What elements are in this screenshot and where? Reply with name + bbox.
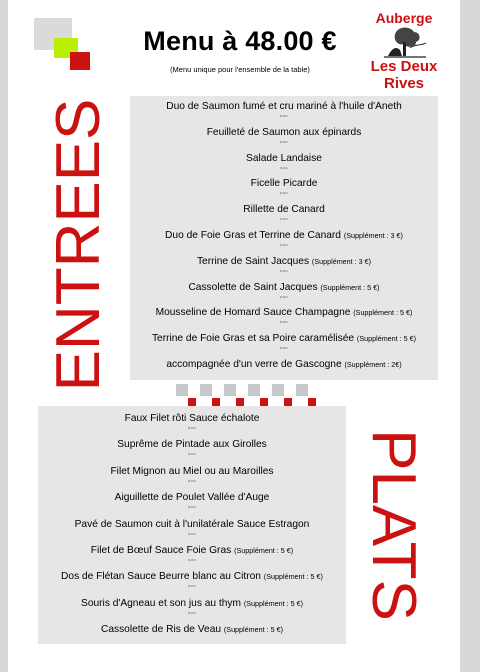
menu-item [130, 229, 438, 255]
dish-separator: ooo [279, 319, 289, 325]
menu-item [38, 544, 346, 570]
dish-name: Rillette de Canard [243, 204, 325, 216]
dish-name: Souris d'Agneau et son jus au thym [81, 597, 241, 609]
divider-square [284, 398, 292, 406]
dish-name: Suprême de Pintade aux Girolles [117, 439, 267, 451]
dish-name: Terrine de Foie Gras et sa Poire caramélisée [151, 333, 355, 345]
left-margin [0, 0, 8, 672]
menu-item [38, 438, 346, 464]
dish-name: Filet de Bœuf Sauce Foie Gras [90, 544, 232, 556]
menu-item [38, 412, 346, 438]
dish-separator: ooo [187, 556, 197, 562]
menu-item [130, 203, 438, 229]
dish-name: Mousseline de Homard Sauce Champagne [155, 307, 351, 319]
menu-item [38, 518, 346, 544]
dish-name: Aiguillette de Poulet Vallée d'Auge [114, 492, 270, 504]
dish-name: Duo de Foie Gras et Terrine de Canard [165, 229, 341, 241]
menu-item [38, 597, 346, 623]
plats-heading [358, 430, 428, 620]
decor-square-red [70, 52, 90, 70]
dish-separator: ooo [187, 530, 197, 536]
divider-square [260, 398, 268, 406]
menu-item [130, 306, 438, 332]
supplement-price: (Supplément : 5 €) [223, 625, 284, 635]
dish-separator: ooo [279, 241, 289, 247]
divider-square [212, 398, 220, 406]
dish-separator: ooo [279, 190, 289, 196]
divider-square [224, 384, 236, 396]
dish-name: Faux Filet rôti Sauce échalote [124, 413, 260, 424]
menu-item [130, 281, 438, 307]
dish-name: Filet Mignon au Miel ou au Maroilles [110, 465, 274, 477]
menu-item [130, 255, 438, 281]
logo-line-1: Auberge [375, 10, 433, 26]
menu-item [130, 126, 438, 152]
entrees-heading [44, 98, 114, 392]
menu-item [130, 332, 438, 358]
entrees-list [130, 100, 438, 384]
supplement-price: (Supplément : 3 €) [343, 230, 403, 240]
divider-square [272, 384, 284, 396]
dish-separator: ooo [279, 216, 289, 222]
dish-separator: ooo [187, 609, 197, 615]
dish-name: Duo de Saumon fumé et cru mariné à l'huile d'Aneth [166, 101, 402, 112]
entrees-heading-text: ENTREES [44, 98, 113, 392]
logo-line-2: Les Deux Rives [370, 58, 438, 92]
divider-square [176, 384, 188, 396]
dish-name: Dos de Flétan Sauce Beurre blanc au Citron [61, 571, 261, 583]
menu-item [130, 100, 438, 126]
menu-item [130, 152, 438, 178]
divider-square [296, 384, 308, 396]
supplement-price: (Supplément : 5 €) [243, 598, 303, 608]
divider-square [308, 398, 316, 406]
plats-list [38, 412, 346, 650]
plats-panel [38, 406, 346, 644]
menu-subtitle: (Menu unique pour l'ensemble de la table) [170, 65, 310, 74]
dish-name: accompagnée d'un verre de Gascogne [166, 358, 342, 370]
dish-name: Salade Landaise [246, 152, 322, 164]
right-margin [460, 0, 480, 672]
dish-separator: ooo [279, 113, 289, 118]
dish-name: Cassolette de Ris de Veau [100, 624, 222, 636]
restaurant-logo [352, 10, 456, 92]
menu-title: Menu à 48.00 € [143, 26, 337, 56]
dish-name: Cassolette de Saint Jacques [188, 281, 318, 293]
supplement-price: (Supplément : 5 €) [263, 572, 323, 582]
supplement-price: (Supplément : 5 €) [320, 282, 380, 292]
divider-square [248, 384, 260, 396]
supplement-price: (Supplément : 3 €) [311, 256, 372, 266]
entrees-panel [130, 96, 438, 380]
divider-square [200, 384, 212, 396]
divider-square [188, 398, 196, 406]
dish-name: Pavé de Saumon cuit à l'unilatérale Sauce Estragon [74, 518, 310, 530]
supplement-price: (Supplément : 5 €) [353, 308, 413, 318]
dish-separator: ooo [279, 138, 289, 144]
dish-separator: ooo [187, 425, 197, 430]
menu-item [38, 623, 346, 649]
supplement-price: (Supplément : 2€) [344, 359, 402, 369]
dish-separator: ooo [279, 293, 289, 299]
dish-name: Feuilleté de Saumon aux épinards [206, 126, 362, 138]
dish-name: Ficelle Picarde [250, 178, 318, 190]
dish-separator: ooo [279, 345, 289, 351]
tree-illustration-icon [382, 26, 428, 60]
dish-separator: ooo [187, 451, 197, 457]
menu-item [38, 491, 346, 517]
dish-name: Terrine de Saint Jacques [196, 255, 310, 267]
plats-heading-text: PLATS [359, 429, 428, 621]
menu-item [130, 358, 438, 384]
menu-item [38, 465, 346, 491]
dish-separator: ooo [187, 504, 197, 510]
supplement-price: (Supplément : 5 €) [356, 334, 417, 344]
dish-separator: ooo [187, 477, 197, 483]
dish-separator: ooo [279, 267, 289, 273]
supplement-price: (Supplément : 5 €) [234, 545, 294, 555]
dish-separator: ooo [279, 164, 289, 170]
divider-square [236, 398, 244, 406]
dish-separator: ooo [187, 583, 197, 589]
menu-item [130, 177, 438, 203]
menu-item [38, 570, 346, 596]
